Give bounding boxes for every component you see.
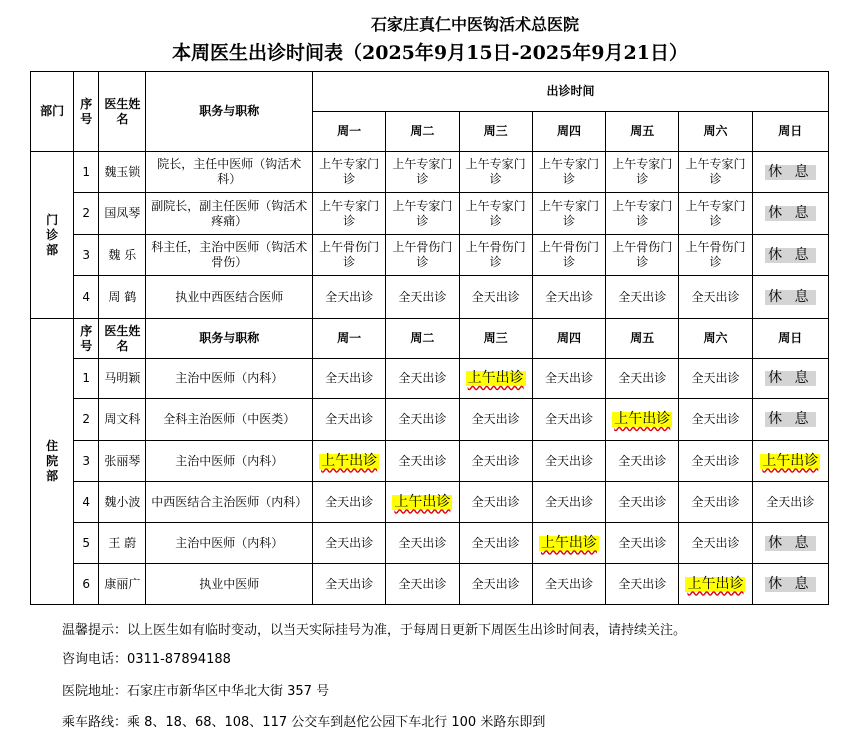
doctor-position: 科主任，主治中医师（钩活术骨伤） <box>146 235 313 276</box>
schedule-cell <box>752 276 828 319</box>
schedule-cell <box>386 482 459 523</box>
rest-badge: 休 息 <box>765 536 815 551</box>
hospital-name: 石家庄真仁中医钩活术总医院 <box>370 15 579 34</box>
doctor-name: 王 蔚 <box>99 523 146 564</box>
header-index: 序号 <box>74 72 99 152</box>
rest-badge: 休 息 <box>765 412 815 427</box>
doctor-name: 魏玉锁 <box>99 152 146 193</box>
footer-phone: 咨询电话：0311-87894188 <box>62 652 231 667</box>
footer-address: 医院地址：石家庄市新华区中华北大街 357 号 <box>62 684 330 699</box>
doctor-position: 执业中医师 <box>146 564 313 605</box>
schedule-cell: 全天出诊 <box>459 276 532 319</box>
schedule-cell: 全天出诊 <box>679 523 752 564</box>
schedule-cell <box>313 441 386 482</box>
doctor-position: 主治中医师（内科） <box>146 441 313 482</box>
doctor-position: 全科主治医师（中医类） <box>146 399 313 441</box>
page-title: 本周医生出诊时间表（2025年9月15日-2025年9月21日） <box>172 42 688 64</box>
doctor-row <box>31 523 829 564</box>
footer-route: 乘车路线：乘 8、18、68、108、117 公交车到赵佗公园下车北行 100 米路东即到 <box>62 715 546 730</box>
highlight-morning: 上午出诊 <box>321 452 378 469</box>
schedule-cell: 全天出诊 <box>386 399 459 441</box>
schedule-cell: 上午专家门诊 <box>679 193 752 235</box>
schedule-cell <box>459 359 532 399</box>
schedule-cell: 全天出诊 <box>532 399 605 441</box>
rest-badge: 休 息 <box>765 290 815 305</box>
schedule-cell: 全天出诊 <box>386 441 459 482</box>
schedule-cell <box>752 523 828 564</box>
schedule-cell: 全天出诊 <box>386 523 459 564</box>
schedule-cell: 全天出诊 <box>386 276 459 319</box>
highlight-morning: 上午出诊 <box>687 575 744 592</box>
schedule-cell: 全天出诊 <box>532 359 605 399</box>
doctor-row <box>31 482 829 523</box>
schedule-cell: 上午专家门诊 <box>679 152 752 193</box>
header-day: 周六 <box>679 112 752 152</box>
doctor-position: 中西医结合主治医师（内科） <box>146 482 313 523</box>
row-index: 3 <box>74 235 99 276</box>
schedule-cell: 全天出诊 <box>459 482 532 523</box>
header-day: 周三 <box>459 319 532 359</box>
doctor-position: 执业中西医结合医师 <box>146 276 313 319</box>
schedule-cell: 全天出诊 <box>606 523 679 564</box>
doctor-name: 魏小波 <box>99 482 146 523</box>
schedule-cell <box>752 152 828 193</box>
header-doctor: 医生姓名 <box>99 319 146 359</box>
schedule-cell: 全天出诊 <box>532 564 605 605</box>
schedule-cell: 全天出诊 <box>313 359 386 399</box>
row-index: 5 <box>74 523 99 564</box>
rest-badge: 休 息 <box>765 577 815 592</box>
header-dept: 部门 <box>31 72 74 152</box>
rest-badge: 休 息 <box>765 248 815 263</box>
header-day: 周二 <box>386 112 459 152</box>
schedule-cell: 全天出诊 <box>752 482 828 523</box>
schedule-cell: 全天出诊 <box>459 564 532 605</box>
schedule-cell: 全天出诊 <box>386 564 459 605</box>
highlight-morning: 上午出诊 <box>467 370 524 386</box>
highlight-morning: 上午出诊 <box>614 411 671 427</box>
schedule-cell <box>679 564 752 605</box>
header-day: 周日 <box>752 112 828 152</box>
header-row-top <box>31 72 829 112</box>
row-index: 2 <box>74 399 99 441</box>
schedule-cell: 全天出诊 <box>679 359 752 399</box>
header-day: 周五 <box>606 319 679 359</box>
schedule-cell: 全天出诊 <box>679 276 752 319</box>
header-day: 周五 <box>606 112 679 152</box>
header-index: 序号 <box>74 319 99 359</box>
highlight-morning: 上午出诊 <box>394 493 451 510</box>
schedule-cell <box>752 193 828 235</box>
schedule-cell <box>752 359 828 399</box>
doctor-row <box>31 152 829 193</box>
doctor-row <box>31 441 829 482</box>
doctor-name: 国凤琴 <box>99 193 146 235</box>
doctor-row <box>31 564 829 605</box>
header-day: 周四 <box>532 112 605 152</box>
doctor-name: 周文科 <box>99 399 146 441</box>
schedule-cell: 上午专家门诊 <box>459 193 532 235</box>
schedule-cell: 上午专家门诊 <box>386 193 459 235</box>
header-position: 职务与职称 <box>146 319 313 359</box>
header-day: 周日 <box>752 319 828 359</box>
header-day: 周一 <box>313 319 386 359</box>
schedule-cell <box>532 523 605 564</box>
schedule-cell: 上午骨伤门诊 <box>386 235 459 276</box>
schedule-cell <box>606 399 679 441</box>
schedule-cell: 全天出诊 <box>313 482 386 523</box>
schedule-cell: 全天出诊 <box>679 441 752 482</box>
header-schedule: 出诊时间 <box>313 72 829 112</box>
doctor-name: 张丽琴 <box>99 441 146 482</box>
header-day: 周一 <box>313 112 386 152</box>
doctor-row <box>31 193 829 235</box>
schedule-cell: 全天出诊 <box>313 523 386 564</box>
row-index: 2 <box>74 193 99 235</box>
schedule-cell: 全天出诊 <box>313 399 386 441</box>
schedule-cell: 全天出诊 <box>679 399 752 441</box>
schedule-cell: 全天出诊 <box>532 276 605 319</box>
row-index: 1 <box>74 359 99 399</box>
row-index: 3 <box>74 441 99 482</box>
doctor-name: 康丽广 <box>99 564 146 605</box>
doctor-name: 魏 乐 <box>99 235 146 276</box>
schedule-cell: 上午骨伤门诊 <box>313 235 386 276</box>
doctor-name: 马明颖 <box>99 359 146 399</box>
schedule-cell: 全天出诊 <box>606 564 679 605</box>
schedule-cell: 上午专家门诊 <box>606 193 679 235</box>
highlight-morning: 上午出诊 <box>540 534 597 551</box>
schedule-cell: 上午专家门诊 <box>532 152 605 193</box>
doctor-row <box>31 359 829 399</box>
rest-badge: 休 息 <box>765 165 815 180</box>
rest-badge: 休 息 <box>765 371 815 386</box>
highlight-morning: 上午出诊 <box>762 452 819 469</box>
header-day: 周六 <box>679 319 752 359</box>
schedule-cell: 全天出诊 <box>459 523 532 564</box>
doctor-position: 主治中医师（内科） <box>146 359 313 399</box>
schedule-cell: 上午骨伤门诊 <box>679 235 752 276</box>
schedule-cell: 上午专家门诊 <box>532 193 605 235</box>
schedule-cell: 上午专家门诊 <box>606 152 679 193</box>
schedule-cell: 上午骨伤门诊 <box>532 235 605 276</box>
schedule-cell <box>752 399 828 441</box>
schedule-cell <box>752 235 828 276</box>
row-index: 6 <box>74 564 99 605</box>
dept-cell: 住院部 <box>31 319 74 605</box>
schedule-cell: 上午专家门诊 <box>313 152 386 193</box>
schedule-cell: 全天出诊 <box>313 276 386 319</box>
row-index: 1 <box>74 152 99 193</box>
header-day: 周二 <box>386 319 459 359</box>
schedule-cell <box>752 564 828 605</box>
schedule-cell: 全天出诊 <box>459 399 532 441</box>
header-day: 周三 <box>459 112 532 152</box>
dept-cell: 门诊部 <box>31 152 74 319</box>
header-position: 职务与职称 <box>146 72 313 152</box>
schedule-cell: 全天出诊 <box>532 482 605 523</box>
schedule-cell: 全天出诊 <box>313 564 386 605</box>
doctor-position: 副院长，副主任医师（钩活术 疼痛） <box>146 193 313 235</box>
schedule-cell: 上午专家门诊 <box>313 193 386 235</box>
schedule-cell: 全天出诊 <box>606 441 679 482</box>
schedule-table <box>30 71 829 605</box>
row-index: 4 <box>74 276 99 319</box>
schedule-cell: 上午专家门诊 <box>459 152 532 193</box>
schedule-cell: 全天出诊 <box>606 359 679 399</box>
schedule-cell <box>752 441 828 482</box>
schedule-cell: 全天出诊 <box>606 276 679 319</box>
row-index: 4 <box>74 482 99 523</box>
schedule-cell: 全天出诊 <box>459 441 532 482</box>
schedule-cell: 上午专家门诊 <box>386 152 459 193</box>
footer-notice: 温馨提示：以上医生如有临时变动，以当天实际挂号为准，于每周日更新下周医生出诊时间表，请持续关注。 <box>62 623 687 638</box>
doctor-name: 周 鹤 <box>99 276 146 319</box>
schedule-cell: 全天出诊 <box>606 482 679 523</box>
schedule-cell: 全天出诊 <box>386 359 459 399</box>
header-doctor: 医生姓名 <box>99 72 146 152</box>
section-header-row <box>31 319 829 359</box>
schedule-cell: 上午骨伤门诊 <box>459 235 532 276</box>
header-day: 周四 <box>532 319 605 359</box>
rest-badge: 休 息 <box>765 206 815 221</box>
doctor-position: 主治中医师（内科） <box>146 523 313 564</box>
doctor-row <box>31 399 829 441</box>
doctor-row <box>31 276 829 319</box>
doctor-position: 院长，主任中医师（钩活术科） <box>146 152 313 193</box>
schedule-cell: 全天出诊 <box>679 482 752 523</box>
doctor-row <box>31 235 829 276</box>
schedule-cell: 全天出诊 <box>532 441 605 482</box>
schedule-cell: 上午骨伤门诊 <box>606 235 679 276</box>
